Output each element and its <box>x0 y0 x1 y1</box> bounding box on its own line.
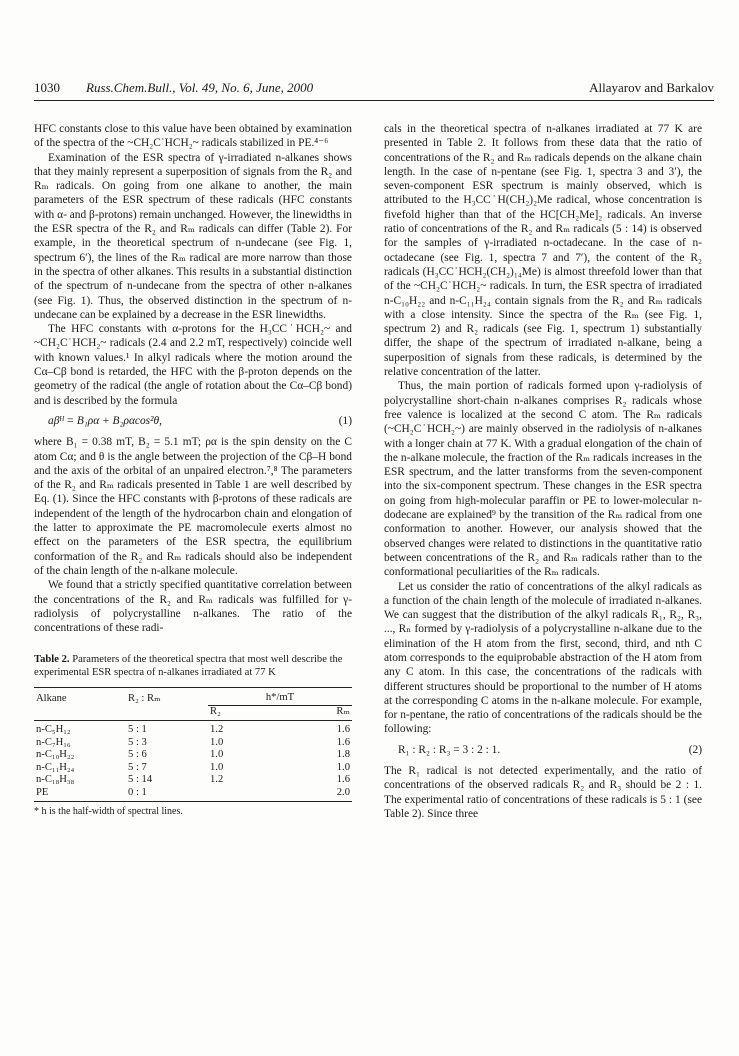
col-header-alkane: Alkane <box>34 688 126 706</box>
table-label: Table 2. <box>34 654 70 666</box>
cell-rm: 1.6 <box>336 774 350 786</box>
cell-rm: 1.6 <box>336 724 350 736</box>
equation-text: R₁ : R₂ : R₃ = 3 : 2 : 1. <box>398 743 501 756</box>
equation-text: aβᴴ = B₁ρα + B₂ραcos²θ, <box>48 414 162 427</box>
table-caption-text: Parameters of the theoretical spectra that most well describe the experimental ESR spectra of n-alkanes irradiated at 77 K <box>34 654 343 679</box>
equation-2 <box>384 743 702 757</box>
running-authors: Allayarov and Barkalov <box>589 80 714 95</box>
col-header-rm: Rₘ <box>279 705 352 721</box>
cell-ratio: 5 : 1 <box>128 724 147 736</box>
equation-number: (1) <box>338 414 352 427</box>
table-2 <box>34 687 352 802</box>
equation-number: (2) <box>688 743 702 756</box>
cell-ratio: 0 : 1 <box>126 787 208 802</box>
paragraph: We found that a strictly specified quantitative correlation between the concentrations of the R₂ and Rₘ radicals was fulfilled for γ-radiolysis of polycrystalline n-alkanes. The ratio of the concentrations of these radi- <box>34 579 352 635</box>
paragraph: Examination of the ESR spectra of γ-irradiated n-alkanes shows that they mainly represent a superposition of signals from the R₂ and Rₘ radicals. On going from one alkane to another, the main parameters of the ESR spectrum of these radicals (HFC constants with α- and β-protons) remain unchanged. However, the linewidths in the ESR spectra of the R₂ and Rₘ radicals can differ (Table 2). For example, in the theoretical spectrum of n-undecane (see Fig. 1, spectrum 6′), the lines of the Rₘ radical are more narrow than those in the spectra of other alkanes. This results in a substantial distinction of the spectrum of n-undecane from the spectra of other n-alkanes (see Fig. 1). Thus, the observed distinction in the spectrum of n-undecane can be explained by a decrease in the ESR linewidths. <box>34 151 352 321</box>
equation-1 <box>34 414 352 428</box>
paragraph: Let us consider the ratio of concentrations of the alkyl radicals as a function of the chain length of the molecule of irradiated n-alkanes. We can suggest that the distribution of the alkyl radicals R₁, R₂, R₃, ..., Rₙ formed by γ-radiolysis of a polycrystalline n-alkane due to the elimination of the H atom from the first, second, third, and nth C atom corresponds to the equiprobable abstraction of the H atom from any C atom. In this case, the concentrations of the radicals with different structures should be proportional to the number of H atoms at the corresponding C atoms in the n-alkane molecule. For example, for n-pentane, the ratio of concentrations of the radicals should be the following: <box>384 580 702 736</box>
col-header-h <box>208 688 352 706</box>
journal-citation: Russ.Chem.Bull., Vol. 49, No. 6, June, 2000 <box>86 80 314 95</box>
paragraph: cals in the theoretical spectra of n-alkanes irradiated at 77 K are presented in Table 2. It follows from these data that the ratio of concentrations of the R₂ and Rₘ radicals depends on the alkane chain length. In the case of n-pentane (see Fig. 1, spectra 3 and 3′), the seven-component ESR spectrum is mainly observed, which is attributed to the H₃CC˙H(CH₂)₂Me radical, whose concentration is fivefold higher than that of the HC[CH₂Me]₂ radicals. An inverse ratio of concentrations of the R₂ and Rₘ radicals (5 : 14) is observed for the samples of γ-irradiated n-octadecane. In the case of n-octadecane (see Fig. 1, spectra 7 and 7′), the content of the R₂ radicals (H₃CC˙HCH₂(CH₂)₁₄Me) is almost threefold lower than that of the ~CH₂C˙HCH₂~ radicals. In turn, the ESR spectra of irradiated n-C₁₀H₂₂ and n-C₁₁H₂₄ contain signals from the R₂ and Rₘ radicals with a close intensity. Since the spectra of the Rₘ (see Fig. 1, spectrum 2) and R₂ radicals (see Fig. 1, spectrum 1) substantially differ, the shape of the spectrum of irradiated n-alkane, being a superposition of signals from these radicals, is determined by the relative concentration of the latter. <box>384 123 702 379</box>
cell-r2: 1.0 <box>210 761 224 773</box>
table-row <box>34 737 352 750</box>
right-column <box>384 122 702 821</box>
col-header-ratio: R₂ : Rₘ <box>126 688 208 706</box>
paragraph: Thus, the main portion of radicals formed upon γ-radiolysis of polycrystalline short-chain n-alkanes comprises R₂ radicals whose free valence is localized at the second C atom. The Rₘ radicals (~CH₂C˙HCH₂~) are mainly observed in the radiolysis of n-alkanes with a longer chain at 77 K. With a gradual elongation of the chain of the n-alkane molecule, the fraction of the Rₘ radicals increases in the ESR spectrum, and the latter transforms from the seven-component into the six-component spectrum. These changes in the ESR spectra on going from high-molecular paraffin or PE to lower-molecular n-dodecane are explained⁹ by the transition of the Rₘ radical from one conformation to another. However, our analysis showed that the observed changes were related to distinctions in the quantitative ratio between concentrations of the R₂ and Rₘ radicals rather than to the conformational peculiarities of the Rₘ radicals. <box>384 380 702 579</box>
left-column <box>34 122 352 820</box>
paragraph: The HFC constants with α-protons for the H₃CC˙HCH₂~ and ~CH₂C˙HCH₂~ radicals (2.4 and 2.2 mT, respectively) coincide well with known values.¹ In alkyl radicals where the motion around the Cα–Cβ bond is retarded, the HFC with the β-proton depends on the geometry of the radical (the angle of rotation about the Cα–Cβ bond) and is described by the formula <box>34 323 352 407</box>
cell-alkane: n-C₁₈H₃₈ <box>36 774 75 786</box>
table-row <box>34 749 352 762</box>
table-row <box>34 774 352 787</box>
header-rule <box>34 100 714 101</box>
cell-r2: 1.0 <box>210 749 224 761</box>
cell-ratio: 5 : 6 <box>128 749 147 761</box>
table-row <box>34 762 352 775</box>
cell-rm: 1.6 <box>336 736 350 748</box>
table-row <box>34 787 352 802</box>
cell-alkane: n-C₅H₁₂ <box>36 724 71 736</box>
running-header <box>34 80 714 98</box>
cell-ratio: 5 : 3 <box>128 736 147 748</box>
cell-r2: 1.0 <box>210 736 224 748</box>
col-header-h-text: h*/mT <box>265 692 295 704</box>
table-row <box>34 721 352 737</box>
paragraph: The R₁ radical is not detected experimentally, and the ratio of concentrations of the observed radicals R₂ and R₃ should be 2 : 1. The experimental ratio of concentrations of these radicals is 5 : 1 (see Table 2). Since three <box>384 765 702 820</box>
page-number: 1030 <box>34 80 60 95</box>
cell-r2 <box>208 787 279 802</box>
col-header-r2: R₂ <box>208 705 279 721</box>
cell-rm: 1.0 <box>336 761 350 773</box>
cell-ratio: 5 : 14 <box>128 774 153 786</box>
cell-r2: 1.2 <box>210 774 224 786</box>
table-caption <box>34 653 352 679</box>
cell-alkane: n-C₁₁H₂₄ <box>36 761 75 773</box>
cell-ratio: 5 : 7 <box>128 761 147 773</box>
cell-alkane: n-C₁₀H₂₂ <box>36 749 75 761</box>
cell-alkane: PE <box>34 787 126 802</box>
cell-alkane: n-C₇H₁₆ <box>36 736 71 748</box>
cell-rm: 2.0 <box>279 787 352 802</box>
paragraph: where B₁ = 0.38 mT, B₂ = 5.1 mT; ρα is the spin density on the C atom Cα; and θ is the angle between the projection of the Cβ–H bond and the axis of the orbital of an unpaired electron.⁷,⁸ The parameters of the R₂ and Rₘ radicals presented in Table 1 are well described by Eq. (1). Since the HFC constants with β-protons of these radicals are independent of the length of the hydrocarbon chain and elongation of the latter to approximate the PE macromolecule exerts almost no effect on the parameters of the ESR spectra, the equilibrium conformation of the R₂ and Rₘ radicals should also be independent of the chain length of the n-alkane molecule. <box>34 436 352 577</box>
cell-rm: 1.8 <box>336 749 350 761</box>
table-footnote: * h is the half-width of spectral lines. <box>34 806 183 818</box>
paragraph: HFC constants close to this value have been obtained by examination of the spectra of the ~CH₂C˙HCH₂~ radicals stabilized in PE.⁴⁻⁶ <box>34 123 352 150</box>
cell-r2: 1.2 <box>210 724 224 736</box>
